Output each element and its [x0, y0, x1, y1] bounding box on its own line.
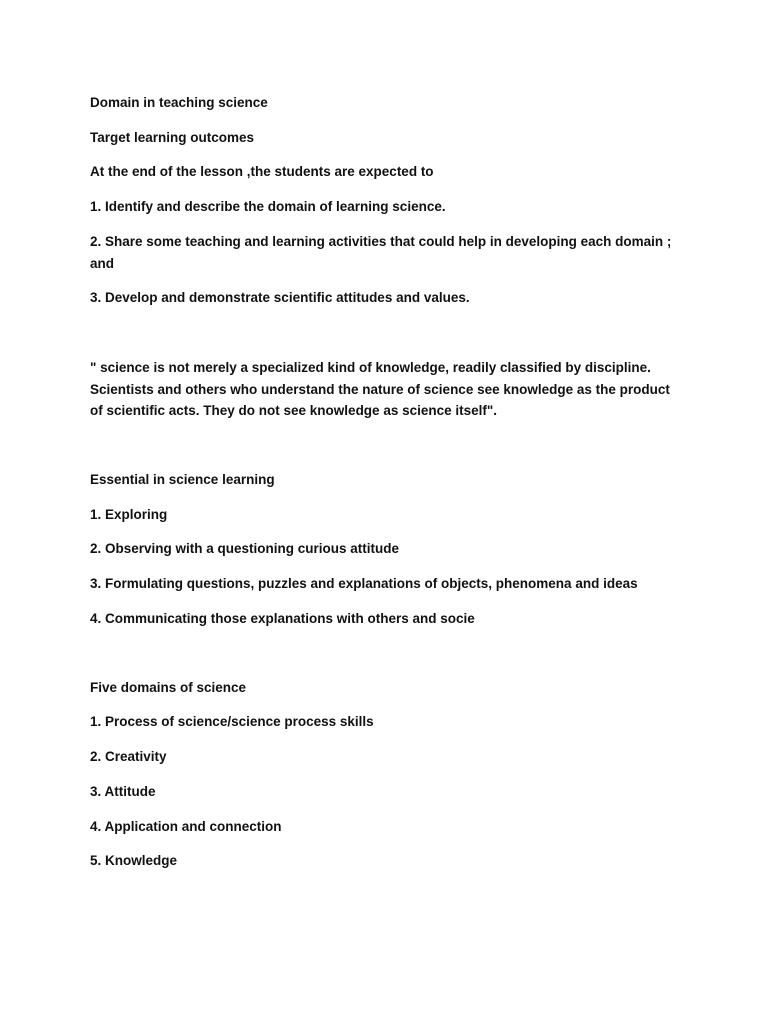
outcome-item: 2. Share some teaching and learning activities that could help in developing each domain ; and	[90, 234, 672, 271]
domain-item: 4. Application and connection	[90, 819, 282, 834]
document-title: Domain in teaching science	[90, 95, 268, 110]
essential-item: 4. Communicating those explanations with others and socie	[90, 611, 475, 626]
outcome-item: 3. Develop and demonstrate scientific attitudes and values.	[90, 290, 470, 305]
essential-item: 2. Observing with a questioning curious attitude	[90, 541, 400, 556]
target-outcomes-heading: Target learning outcomes	[90, 130, 255, 145]
domain-item: 5. Knowledge	[90, 853, 178, 868]
domain-item: 1. Process of science/science process skills	[90, 714, 374, 729]
outcome-item: 1. Identify and describe the domain of learning science.	[90, 199, 446, 214]
essential-heading: Essential in science learning	[90, 472, 275, 487]
essential-item: 3. Formulating questions, puzzles and explanations of objects, phenomena and ideas	[90, 576, 638, 591]
domain-item: 3. Attitude	[90, 784, 156, 799]
essential-item: 1. Exploring	[90, 507, 168, 522]
domains-heading: Five domains of science	[90, 680, 247, 695]
intro-text: At the end of the lesson ,the students are expected to	[90, 164, 434, 179]
science-quote: " science is not merely a specialized kind of knowledge, readily classified by discipline. Scientists and others who understand the nature of science see knowledge as the product of scientific acts. They do not see knowledge as science itself".	[90, 360, 670, 418]
domain-item: 2. Creativity	[90, 749, 167, 764]
